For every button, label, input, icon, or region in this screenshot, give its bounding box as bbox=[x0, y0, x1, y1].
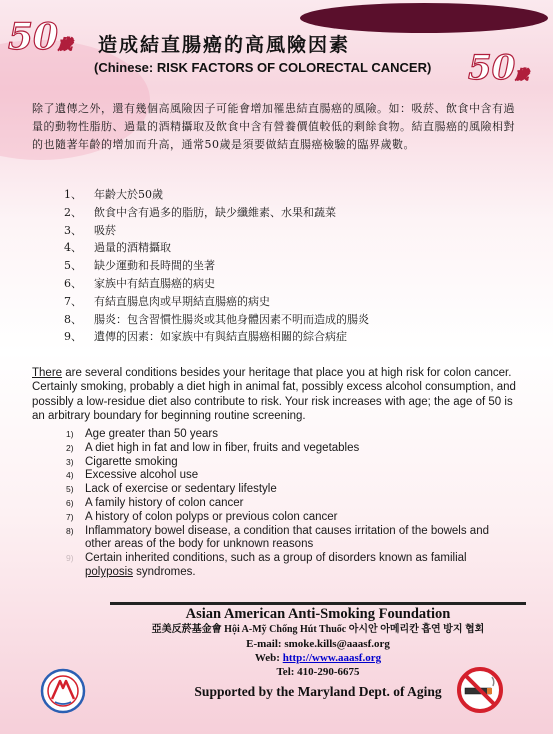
foundation-seal-icon bbox=[40, 668, 86, 714]
contact-phone: Tel: 410-290-6675 bbox=[276, 666, 360, 678]
risk-item-en bbox=[66, 511, 516, 525]
item-number: 8、 bbox=[64, 312, 82, 326]
item-text: 過量的酒精攝取 bbox=[94, 241, 171, 255]
risk-item-en bbox=[66, 483, 516, 497]
item-number: 9、 bbox=[64, 330, 82, 344]
decorative-banner bbox=[300, 3, 548, 33]
item-number: 5) bbox=[66, 484, 74, 495]
item-number: 4、 bbox=[64, 241, 82, 255]
item-text: 腸炎：包含習慣性腸炎或其他身體因素不明而造成的腸炎 bbox=[94, 312, 369, 326]
underlined-term: polyposis bbox=[85, 565, 133, 578]
risk-item-en bbox=[66, 456, 516, 470]
risk-item-cn bbox=[64, 311, 369, 329]
risk-item-cn bbox=[64, 204, 369, 222]
risk-item-cn bbox=[64, 186, 369, 204]
risk-item-cn bbox=[64, 222, 369, 240]
foundation-name: Asian American Anti-Smoking Foundation bbox=[185, 606, 451, 622]
intro-paragraph-chinese: 除了遺傳之外，還有幾個高風險因子可能會增加罹患結直腸癌的風險。如：吸菸、飲食中含有過量的動物性脂肪、過量的酒精攝取及飲食中含有營養價值較低的剩餘食物。結直腸癌的風險相對的也隨著年齡的增加而升高，通常50歲是須要做結直腸癌檢驗的臨界歲數。 bbox=[32, 102, 515, 151]
item-number: 2) bbox=[66, 442, 74, 453]
item-number: 6) bbox=[66, 497, 74, 508]
item-text: Cigarette smoking bbox=[85, 455, 178, 468]
risk-item-en bbox=[66, 442, 516, 456]
foundation-name-multilingual: 亞美反菸基金會 Hội A-Mỹ Chống Hút Thuốc 아시안 아메리칸 흡연 방지 협회 bbox=[151, 624, 485, 635]
risk-list-english bbox=[66, 428, 516, 580]
page-title-chinese: 造成結直腸癌的高風險因素 bbox=[98, 34, 351, 56]
item-text: Lack of exercise or sedentary lifestyle bbox=[85, 483, 277, 496]
item-text: A history of colon polyps or previous colon cancer bbox=[85, 510, 338, 523]
risk-item-en bbox=[66, 469, 516, 483]
page-title-english: (Chinese: RISK FACTORS OF COLORECTAL CANCER) bbox=[94, 60, 432, 75]
risk-item-en bbox=[66, 525, 516, 553]
sponsor-line: Supported by the Maryland Dept. of Aging bbox=[194, 684, 442, 699]
risk-item-en bbox=[66, 428, 516, 442]
risk-list-chinese bbox=[64, 186, 369, 346]
item-number: 4) bbox=[66, 470, 74, 481]
item-number: 3) bbox=[66, 456, 74, 467]
item-text: 年齡大於50歲 bbox=[94, 188, 163, 201]
website-link[interactable]: http://www.aaasf.org bbox=[282, 652, 382, 664]
risk-item-cn bbox=[64, 293, 369, 311]
item-text: Certain inherited conditions, such as a group of disorders known as familial polyposis syndromes. bbox=[85, 552, 467, 578]
intro-paragraph-english bbox=[32, 366, 526, 423]
item-number: 9) bbox=[66, 553, 74, 564]
item-number: 1、 bbox=[64, 188, 82, 201]
risk-item-cn bbox=[64, 239, 369, 257]
item-text: 家族中有結直腸癌的病史 bbox=[94, 276, 215, 290]
risk-item-cn bbox=[64, 275, 369, 293]
item-number: 3、 bbox=[64, 223, 82, 237]
intro-rest: are several conditions besides your heritage that place you at high risk for colon cancer. Certainly smoking, probably a diet high in animal fat, possibly excess alcohol consumption, and possibly a low-residue diet also contribute to risk. Your risk increases with age; the age of 50 is an arbitrary boundary for beginning routine screening. bbox=[32, 367, 516, 422]
item-number: 1) bbox=[66, 429, 74, 439]
contact-email: E-mail: smoke.kills@aaasf.org bbox=[246, 638, 390, 650]
no-smoking-icon bbox=[456, 666, 504, 714]
item-number: 6、 bbox=[64, 276, 82, 290]
age-50-graphic: 50歲 bbox=[468, 48, 529, 88]
item-text: 有結直腸息肉或早期結直腸癌的病史 bbox=[94, 294, 270, 308]
item-number: 7) bbox=[66, 511, 74, 522]
item-text: 吸菸 bbox=[94, 223, 116, 237]
risk-item-en bbox=[66, 552, 516, 580]
item-text: 飲食中含有過多的脂肪，缺少纖維素、水果和蔬菜 bbox=[94, 205, 336, 219]
item-text: Inflammatory bowel disease, a condition that causes irritation of the bowels and other areas of the body for unknown reasons bbox=[85, 524, 489, 551]
item-text: Excessive alcohol use bbox=[85, 469, 199, 482]
contact-web: Web: http://www.aaasf.org bbox=[254, 652, 382, 664]
item-number: 7、 bbox=[64, 294, 82, 308]
item-number: 2、 bbox=[64, 205, 82, 219]
item-text: A diet high in fat and low in fiber, fruits and vegetables bbox=[85, 441, 360, 454]
item-number: 8) bbox=[66, 525, 74, 536]
item-number: 5、 bbox=[64, 259, 82, 273]
item-text: A family history of colon cancer bbox=[85, 496, 244, 509]
item-text: Age greater than 50 years bbox=[85, 428, 218, 440]
intro-first-word: There bbox=[32, 367, 63, 379]
email-address: smoke.kills@aaasf.org bbox=[284, 638, 390, 650]
risk-item-cn bbox=[64, 328, 369, 346]
item-text: 遺傳的因素：如家族中有與結直腸癌相關的綜合病症 bbox=[94, 330, 347, 344]
item-text: 缺少運動和長時間的坐著 bbox=[94, 259, 215, 273]
risk-item-cn bbox=[64, 257, 369, 275]
age-50-graphic: 50歲 bbox=[8, 16, 73, 58]
risk-item-en bbox=[66, 497, 516, 511]
